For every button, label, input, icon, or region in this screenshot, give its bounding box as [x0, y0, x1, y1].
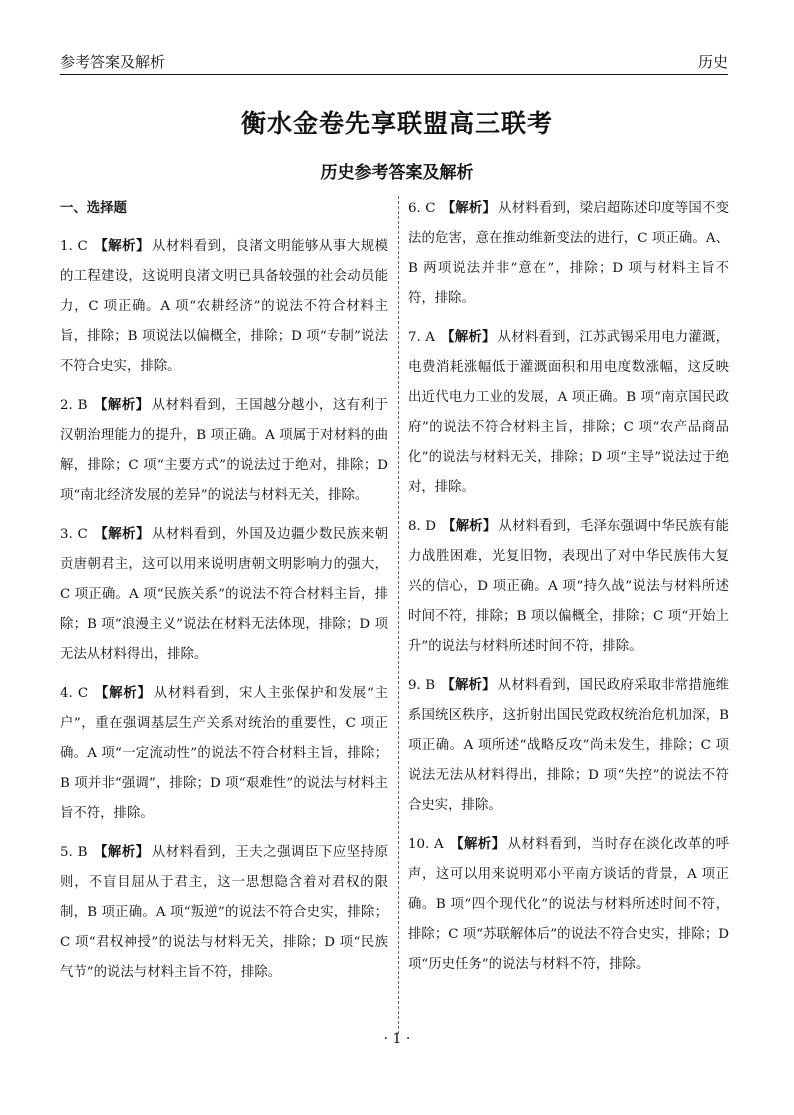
answer-text: 从材料看到，良渚文明能够从事大规模的工程建设，这说明良渚文明已具备较强的社会动员能力，C 项正确。A 项“农耕经济”的说法不符合材料主旨，排除；B 项说法以偏概全，排除；D 项“专制”说法不符合史实，排除。 — [60, 239, 389, 374]
left-column — [60, 193, 388, 996]
analysis-tag: 【解析】 — [93, 526, 150, 542]
analysis-tag: 【解析】 — [440, 329, 496, 345]
answer-text: 从材料看到，国民政府采取非常措施维系国统区秩序，这折射出国民党政权统治危机加深，B 项正确。A 项所述“战略反攻”尚未发生，排除；C 项说法无法从材料得出，排除；D 项“失控”的说法不符合史实，排除。 — [408, 678, 730, 813]
analysis-tag: 【解析】 — [93, 238, 150, 254]
page-number: · 1 · — [383, 1031, 411, 1047]
answer-number: 7. A — [408, 330, 435, 345]
analysis-tag: 【解析】 — [449, 836, 506, 852]
answer-item-9 — [408, 670, 729, 821]
analysis-tag: 【解析】 — [441, 200, 497, 216]
analysis-tag: 【解析】 — [93, 844, 150, 860]
answer-text: 从材料看到，江苏武锡采用电力灌溉，电费消耗涨幅低于灌溉面积和用电度数涨幅，这反映出近代电力工业的发展，A 项正确。B 项“南京国民政府”的说法不符合材料主旨，排除；C 项“农产品商品化”的说法与材料无关，排除；D 项“主导”说法过于绝对，排除。 — [408, 330, 730, 495]
answer-number: 1. C — [60, 239, 88, 254]
answer-item-10 — [408, 829, 729, 980]
answer-number: 4. C — [60, 686, 89, 701]
answer-item-2 — [60, 390, 388, 511]
analysis-tag: 【解析】 — [94, 685, 152, 701]
section-heading: 一、选择题 — [60, 200, 127, 216]
answer-item-5 — [60, 837, 388, 988]
header-right: 历史 — [697, 53, 728, 71]
answer-text: 从材料看到，王国越分越小，这有利于汉朝治理能力的提升，B 项正确。A 项属于对材料的曲解，排除；C 项“主要方式”的说法过于绝对，排除；D 项“南北经济发展的差异”的说法与材料无关，排除。 — [60, 398, 389, 503]
answer-text: 从材料看到，梁启超陈述印度等国不变法的危害，意在推动维新变法的进行，C 项正确。A、B 两项说法并非“意在”，排除；D 项与材料主旨不符，排除。 — [408, 201, 730, 306]
answer-text: 从材料看到，宋人主张保护和发展“主户”，重在强调基层生产关系对统治的重要性，C 项正确。A 项“一定流动性”的说法不符合材料主旨，排除；B 项并非“强调”，排除；D 项“艰难性”的说法与材料主旨不符，排除。 — [60, 686, 389, 821]
running-header — [60, 44, 728, 72]
answer-number: 5. B — [60, 845, 88, 860]
answer-text: 从材料看到，当时存在淡化改革的呼声，这可以用来说明邓小平南方谈话的背景，A 项正确。B 项“四个现代化”的说法与材料所述时间不符，排除；C 项“苏联解体后”的说法不符合史实，排除；D 项“历史任务”的说法与材料不符，排除。 — [408, 837, 729, 972]
answer-item-1 — [60, 231, 388, 382]
document-subtitle: 历史参考答案及解析 — [320, 163, 474, 183]
answer-text: 从材料看到，王夫之强调臣下应坚持原则，不盲目屈从于君主，这一思想隐含着对君权的限制，B 项正确。A 项“叛逆”的说法不符合史实，排除；C 项“君权神授”的说法与材料无关，排除；D 项“民族气节”的说法与材料主旨不符，排除。 — [60, 845, 389, 980]
answer-item-8 — [408, 511, 729, 662]
analysis-tag: 【解析】 — [441, 677, 496, 693]
answer-number: 10. A — [408, 837, 444, 852]
answer-item-7 — [408, 322, 729, 503]
header-rule — [60, 74, 728, 75]
answer-item-3 — [60, 519, 388, 670]
answer-number: 3. C — [60, 527, 88, 542]
answer-number: 6. C — [408, 201, 436, 216]
answer-item-4 — [60, 678, 388, 829]
header-left: 参考答案及解析 — [60, 53, 166, 71]
answer-number: 8. D — [408, 519, 436, 534]
answer-number: 9. B — [408, 678, 436, 693]
right-column — [408, 193, 729, 988]
column-divider — [398, 196, 399, 1034]
document-title: 衡水金卷先享联盟高三联考 — [240, 109, 553, 138]
answer-text: 从材料看到，外国及边疆少数民族来朝贡唐朝君主，这可以用来说明唐朝文明影响力的强大，C 项正确。A 项“民族关系”的说法不符合材料主旨，排除；B 项“浪漫主义”说法在材料无法体现，排除；D 项无法从材料得出，排除。 — [60, 527, 389, 662]
answer-item-6 — [408, 193, 729, 314]
analysis-tag: 【解析】 — [441, 518, 497, 534]
answer-number: 2. B — [60, 398, 88, 413]
answer-text: 从材料看到，毛泽东强调中华民族有能力战胜困难，光复旧物，表现出了对中华民族伟大复兴的信心，D 项正确。A 项“持久战”说法与材料所述时间不符，排除；B 项以偏概全，排除；C 项“开始上升”的说法与材料所述时间不符，排除。 — [408, 519, 729, 654]
analysis-tag: 【解析】 — [93, 397, 150, 413]
